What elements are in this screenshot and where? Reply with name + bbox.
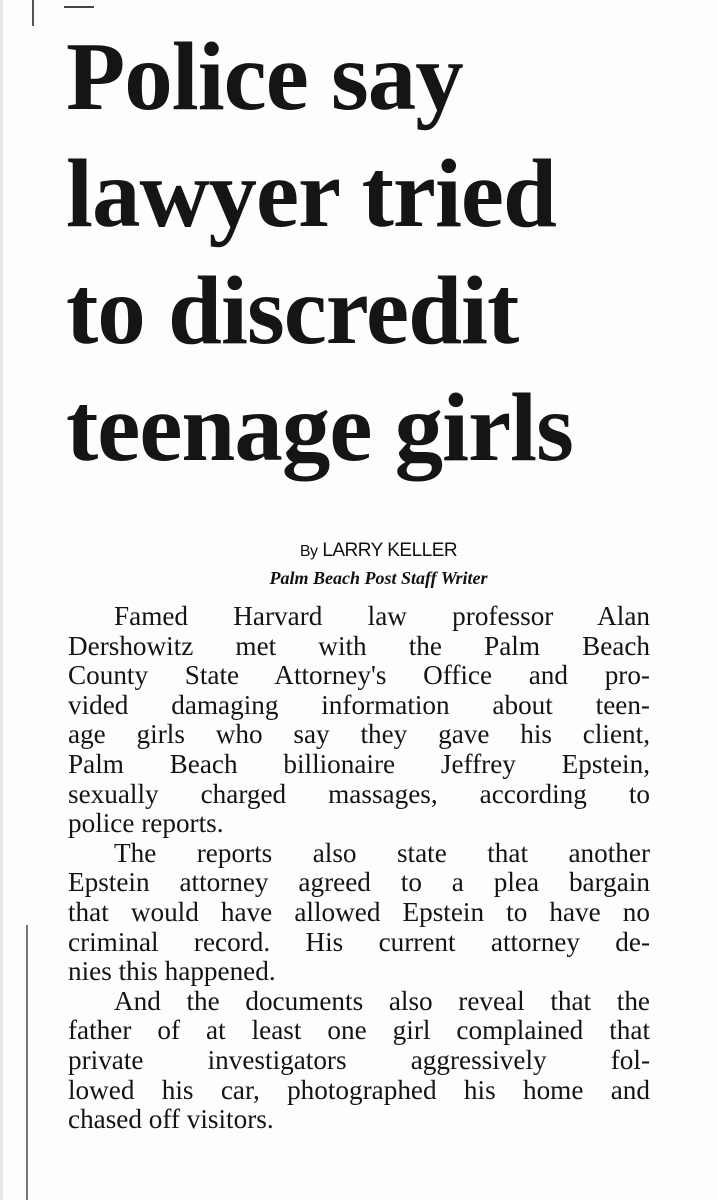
text-line: Epstein attorney agreed to a plea bargain: [68, 867, 650, 898]
text-line: County State Attorney's Office and pro-: [68, 660, 650, 691]
text-line: police reports.: [68, 808, 224, 839]
text-line: The reports also state that another: [114, 837, 650, 868]
headline-line: Police say: [66, 23, 463, 130]
byline: [0, 540, 717, 563]
article-body: [68, 602, 650, 1135]
scan-edge: [0, 0, 3, 1200]
text-line: And the documents also reveal that the: [114, 985, 650, 1016]
column-rule-mark: [32, 0, 34, 26]
text-line: that would have allowed Epstein to have no: [68, 896, 650, 927]
text-line: father of at least one girl complained that: [68, 1015, 650, 1046]
article-paragraph: [68, 987, 650, 1135]
byline-credit: Palm Beach Post Staff Writer: [269, 568, 488, 588]
article-paragraph: [68, 602, 650, 839]
text-line: nies this happened.: [68, 956, 276, 987]
top-rule: [64, 6, 94, 8]
text-line: chased off visitors.: [68, 1104, 274, 1135]
text-line: sexually charged massages, according to: [68, 778, 650, 809]
text-line: Dershowitz met with the Palm Beach: [68, 630, 650, 661]
byline-author: LARRY KELLER: [322, 540, 458, 561]
text-line: criminal record. His current attorney de-: [68, 926, 650, 957]
text-line: age girls who say they gave his client,: [68, 719, 650, 750]
headline: [66, 18, 706, 486]
byline-prefix: By: [299, 543, 318, 560]
text-line: Palm Beach billionaire Jeffrey Epstein,: [68, 748, 650, 779]
headline-line: to discredit: [66, 257, 519, 364]
text-line: private investigators aggressively fol-: [68, 1044, 650, 1075]
column-margin-rule: [26, 925, 28, 1200]
headline-line: teenage girls: [66, 374, 573, 481]
text-line: Famed Harvard law professor Alan: [114, 601, 650, 631]
article-paragraph: [68, 839, 650, 987]
headline-line: lawyer tried: [66, 140, 556, 247]
text-line: lowed his car, photographed his home and: [68, 1074, 650, 1105]
text-line: vided damaging information about teen-: [68, 689, 650, 720]
